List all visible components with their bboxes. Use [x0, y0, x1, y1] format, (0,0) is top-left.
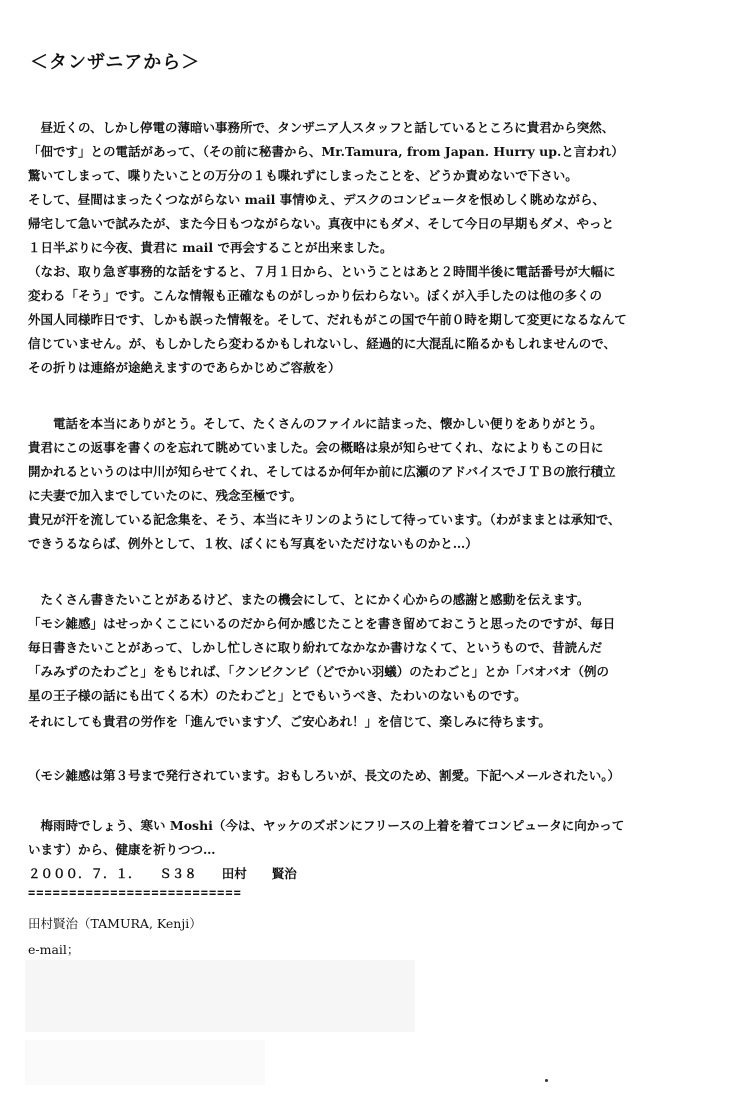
letter-note: （モシ雑感は第３号まで発行されています。おもしろいが、長文のため、割愛。下記へメールされたい。）: [28, 768, 621, 783]
letter-line: 「みみずのたわごと」をもじれば、「クンビクンビ（どでかい羽蟻）のたわごと」とか「バオバオ（例の: [28, 664, 610, 679]
scan-speck: [545, 1079, 548, 1082]
letter-line: （なお、取り急ぎ事務的な話をすると、７月１日から、ということはあと２時間半後に電話番号が大幅に: [28, 264, 616, 279]
letter-line: 驚いてしまって、喋りたいことの万分の１も喋れずにしまったことを、どうか責めないで下さい。: [28, 168, 578, 183]
letter-line: に夫妻で加入までしていたのに、残念至極です。: [28, 488, 303, 503]
letter-line: たくさん書きたいことがあるけど、またの機会にして、とにかく心からの感謝と感動を伝えます。: [28, 592, 590, 607]
letter-line: １日半ぶりに今夜、貴君に mail で再会することが出来ました。: [28, 240, 393, 255]
divider-rule: ==========================: [28, 886, 242, 900]
letter-line: 星の王子様の話にも出てくる木）のたわごと」とでもいうべき、たわいのないものです。: [28, 688, 527, 703]
letter-date-signature: ２０００．７．１． Ｓ３８ 田村 賢治: [28, 866, 297, 881]
redacted-area: [25, 960, 415, 1032]
letter-line: います）から、健康を祈りつつ…: [28, 842, 216, 857]
letter-line: 梅雨時でしょう、寒い Moshi（今は、ヤッケのズボンにフリースの上着を着てコンピュータに向かって: [28, 818, 625, 833]
email-label: e-mail；: [28, 942, 80, 957]
letter-line: その折りは連絡が途絶えますのであらかじめご容赦を）: [28, 360, 341, 375]
letter-line: 毎日書きたいことがあって、しかし忙しさに取り紛れてなかなか書けなくて、というもので、昔読んだ: [28, 640, 603, 655]
letter-line: 開かれるというのは中川が知らせてくれ、そしてはるか何年か前に広瀬のアドバイスでＪＴＢの旅行積立: [28, 464, 616, 479]
letter-line: 帰宅して急いで試みたが、また今日もつながらない。真夜中にもダメ、そして今日の早期もダメ、やっと: [28, 216, 615, 231]
redacted-area: [25, 1040, 265, 1085]
letter-line: 「佃です」との電話があって、（その前に秘書から、Mr.Tamura, from Japan. Hurry up.と言われ）: [28, 144, 624, 159]
letter-line: 変わる「そう」です。こんな情報も正確なものがしっかり伝わらない。ぼくが入手したのは他の多くの: [28, 288, 603, 303]
letter-line: 信じていません。が、もしかしたら変わるかもしれないし、経過的に大混乱に陥るかもしれませんので、: [28, 336, 617, 351]
letter-line: できうるならば、例外として、１枚、ぼくにも写真をいただけないものかと…）: [28, 536, 478, 551]
signature-name: 田村賢治（TAMURA, Kenji）: [28, 916, 202, 931]
letter-heading: ＜タンザニアから＞: [30, 52, 201, 73]
letter-line: そして、昼間はまったくつながらない mail 事情ゆえ、デスクのコンピュータを恨めしく眺めながら、: [28, 192, 606, 207]
letter-line: それにしても貴君の労作を「進んでいますゾ、ご安心あれ！」を信じて、楽しみに待ちます。: [28, 714, 551, 729]
letter-line: 貴兄が汗を流している記念集を、そう、本当にキリンのようにして待っています。（わがままとは承知で、: [28, 512, 621, 527]
letter-line: 貴君にこの返事を書くのを忘れて眺めていました。会の概略は泉が知らせてくれ、なによりもこの日に: [28, 440, 604, 455]
letter-line: 「モシ雑感」はせっかくここにいるのだから何か感じたことを書き留めておこうと思ったのですが、毎日: [28, 616, 616, 631]
letter-line: 電話を本当にありがとう。そして、たくさんのファイルに詰まった、懐かしい便りをありがとう。: [28, 416, 603, 431]
letter-line: 外国人同様昨日です、しかも誤った情報を。そして、だれもがこの国で午前０時を期して変更になるなんて: [28, 312, 627, 327]
letter-line: 昼近くの、しかし停電の薄暗い事務所で、タンザニア人スタッフと話しているところに貴君から突然、: [28, 120, 615, 135]
